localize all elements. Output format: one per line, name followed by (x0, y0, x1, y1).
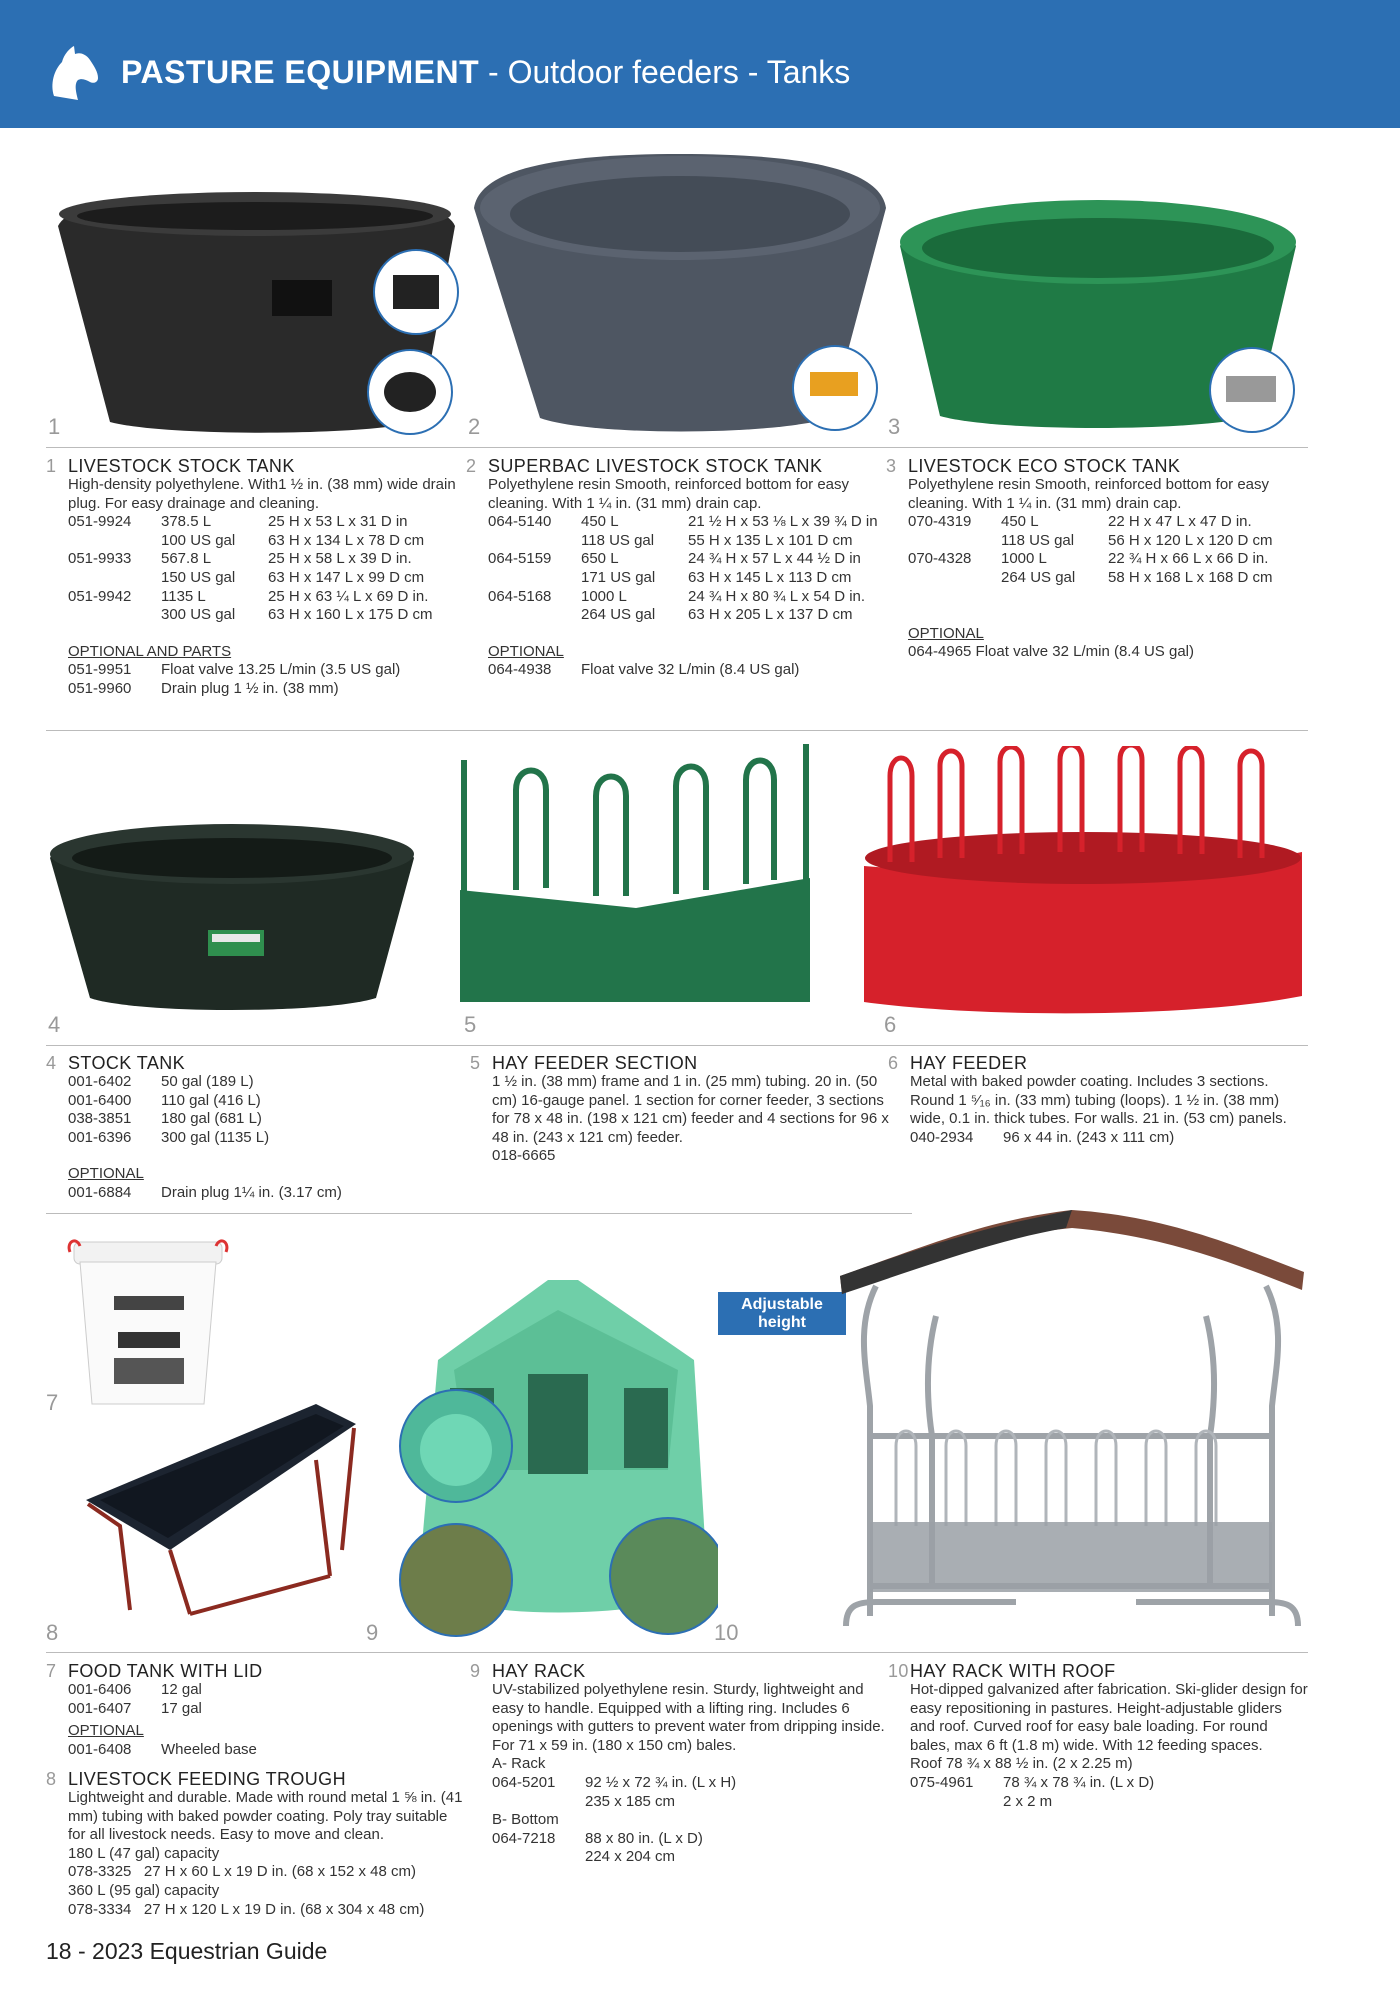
product-8-title: LIVESTOCK FEEDING TROUGH (68, 1769, 346, 1789)
adjustable-height-badge: Adjustable height (718, 1292, 846, 1335)
product-8-block: 8 LIVESTOCK FEEDING TROUGH Lightweight and durable. Made with round metal 1 ⅝ in. (41 mm) tubing with baked powder coating. Poly tray suitable for all livestock needs. Easy to move and clean. 180 L (47 gal) capacity 078-3325 27 H x 60 L x 19 D in. (68 x 152 x 48 cm) 360 L (95 gal) capacity 078-3334 27 H x 120 L x 19 D in. (68 x 304 x 48 cm) (46, 1769, 466, 1919)
product-10-block: 10 HAY RACK WITH ROOF Hot-dipped galvanized after fabrication. Ski-glider design for easy repositioning in pastures. Height-adjustable gliders and roof. Curved roof for easy bale loading. For round bales, max 6 ft (1.8 m) wide. With 12 feeding spaces. Roof 78 ¾ x 88 ½ in. (2 x 2.25 m) 075-4961 78 ¾ x 78 ¾ in. (L x D) 2 x 2 m (888, 1661, 1308, 1810)
product-2-title: SUPERBAC LIVESTOCK STOCK TANK (488, 456, 823, 476)
product-3-block: 3 LIVESTOCK ECO STOCK TANK Polyethylene resin Smooth, reinforced bottom for easy cleaning. With 1 ¼ in. (31 mm) drain cap. 070-4319 450 L 22 H x 47 L x 47 D in. 118 US gal 56 H x 120 L x 120 D cm 070-4328 1000 L 22 ¾ H x 66 L x 66 D in. 264 US gal 58 H x 168 L x 168 D cm OPTIONAL 064-4965 Float valve 32 L/min (8.4 US gal) (886, 456, 1306, 662)
optional-label: OPTIONAL (488, 642, 564, 660)
horse-head-icon (44, 44, 100, 104)
product-9-desc: UV-stabilized polyethylene resin. Sturdy, lightweight and easy to handle. Equipped with a lifting ring. Includes 6 openings with gutters to prevent water from dripping inside. For 71 x 59 in. (180 x 150 cm) bales. (492, 1681, 885, 1754)
divider (46, 1213, 912, 1214)
product-3-desc: Polyethylene resin Smooth, reinforced bottom for easy cleaning. With 1 ¼ in. (31 mm) drain cap. (908, 476, 1270, 512)
product-8-desc: Lightweight and durable. Made with round metal 1 ⅝ in. (41 mm) tubing with baked powder coating. Poly tray suitable for all livestock needs. Easy to move and clean. (68, 1789, 463, 1844)
product-5-code: 018-6665 (492, 1147, 556, 1165)
stock-tank-black-image (50, 180, 460, 440)
product-9-block: 9 HAY RACK UV-stabilized polyethylene resin. Sturdy, lightweight and easy to handle. Equipped with a lifting ring. Includes 6 openings with gutters to prevent water from dripping inside. For 71 x 59 in. (180 x 150 cm) bales. A- Rack 064-5201 92 ½ x 72 ¾ in. (L x H) 235 x 185 cm B- Bottom 064-7218 88 x 80 in. (L x D) 224 x 204 cm (470, 1661, 892, 1867)
image-number-3: 3 (888, 414, 901, 439)
product-5-title: HAY FEEDER SECTION (492, 1053, 698, 1073)
product-6-block: 6 HAY FEEDER Metal with baked powder coating. Includes 3 sections. Round 1 ⁵⁄₁₆ in. (33 mm) tubing (loops). 1 ½ in. (38 mm) wide, 0.1 in. thick tubes. For walls. 21 in. (53 cm) panels. 040-2934 96 x 44 in. (243 x 111 cm) (888, 1053, 1308, 1147)
image-number-1: 1 (48, 414, 61, 439)
product-6-title: HAY FEEDER (910, 1053, 1028, 1073)
product-5-block: 5 HAY FEEDER SECTION 1 ½ in. (38 mm) frame and 1 in. (25 mm) tubing. 20 in. (50 cm) 16-gauge panel. 1 section for corner feeder, 3 sections for 78 x 48 in. (198 x 121 cm) feeder and 4 sections for 96 x 48 in. (243 x 121 cm) feeder. 018-6665 (470, 1053, 892, 1166)
page-title: PASTURE EQUIPMENT - Outdoor feeders - Tanks (121, 54, 851, 90)
image-number-4: 4 (48, 1012, 61, 1037)
image-number-9: 9 (366, 1620, 379, 1645)
product-1-title: LIVESTOCK STOCK TANK (68, 456, 295, 476)
hay-feeder-section-image (456, 740, 814, 1018)
optional-label: OPTIONAL (908, 624, 984, 642)
product-5-desc: 1 ½ in. (38 mm) frame and 1 in. (25 mm) tubing. 20 in. (50 cm) 16-gauge panel. 1 section for corner feeder, 3 sections for 78 x 48 in. (198 x 121 cm) feeder and 4 sections for 96 x 48 in. (243 x 121 cm) feeder. (492, 1073, 889, 1146)
product-2-desc: Polyethylene resin Smooth, reinforced bottom for easy cleaning. With 1 ¼ in. (31 mm) drain cap. (488, 476, 850, 512)
product-10-desc: Hot-dipped galvanized after fabrication. Ski-glider design for easy repositioning in pastures. Height-adjustable gliders and roof. Curved roof for easy bale loading. For round bales, max 6 ft (1.8 m) wide. With 12 feeding spaces. (910, 1681, 1308, 1754)
page-footer: 18 - 2023 Equestrian Guide (46, 1938, 328, 1964)
product-7-title: FOOD TANK WITH LID (68, 1661, 263, 1681)
food-tank-with-lid-image (64, 1236, 232, 1416)
product-1-block: 1 LIVESTOCK STOCK TANK High-density polyethylene. With1 ½ in. (38 mm) wide drain plug. For easy drainage and cleaning. 051-9924 378.5 L 25 H x 53 L x 31 D in 100 US gal 63 H x 134 L x 78 D cm 051-9933 567.8 L 25 H x 58 L x 39 D in. 150 US gal 63 H x 147 L x 99 D cm 051-9942 1135 L 25 H x 63 ¼ L x 69 D in. 300 US gal 63 H x 160 L x 175 D cm OPTIONAL AND PARTS 051-9951 Float valve 13.25 L/min (3.5 US gal) 051-9960 Drain plug 1 ½ in. (38 mm) (46, 456, 466, 699)
stock-tank-oval-image (46, 818, 418, 1014)
image-number-8: 8 (46, 1620, 59, 1645)
optional-label: OPTIONAL (68, 1722, 144, 1740)
product-6-desc: Metal with baked powder coating. Includes 3 sections. Round 1 ⁵⁄₁₆ in. (33 mm) tubing (loops). 1 ½ in. (38 mm) wide, 0.1 in. thick tubes. For walls. 21 in. (53 cm) panels. (910, 1073, 1287, 1128)
product-4-block: 4 STOCK TANK 001-6402 50 gal (189 L) 001-6400 110 gal (416 L) 038-3851 180 gal (681 L) 001-6396 300 gal (1135 L) OPTIONAL 001-6884 Drain plug 1¼ in. (3.17 cm) (46, 1053, 466, 1203)
divider (46, 1045, 1308, 1046)
eco-stock-tank-image (896, 196, 1300, 436)
hay-rack-with-roof-image (836, 1206, 1308, 1648)
product-7-block: 7 FOOD TANK WITH LID 001-6406 12 gal 001-6407 17 gal OPTIONAL 001-6408 Wheeled base (46, 1661, 466, 1759)
image-number-7: 7 (46, 1390, 59, 1415)
divider (46, 447, 1308, 448)
product-2-block: 2 SUPERBAC LIVESTOCK STOCK TANK Polyethylene resin Smooth, reinforced bottom for easy cleaning. With 1 ¼ in. (31 mm) drain cap. 064-5140 450 L 21 ½ H x 53 ⅛ L x 39 ¾ D in 118 US gal 55 H x 135 L x 101 D cm 064-5159 650 L 24 ¾ H x 57 L x 44 ½ D in 171 US gal 63 H x 145 L x 113 D cm 064-5168 1000 L 24 ¾ H x 80 ¾ L x 54 D in. 264 US gal 63 H x 205 L x 137 D cm OPTIONAL 064-4938 Float valve 32 L/min (8.4 US gal) (466, 456, 886, 680)
product-10-title: HAY RACK WITH ROOF (910, 1661, 1116, 1681)
image-number-5: 5 (464, 1012, 477, 1037)
product-9-title: HAY RACK (492, 1661, 586, 1681)
image-number-2: 2 (468, 414, 481, 439)
optional-line: 064-4965 Float valve 32 L/min (8.4 US gal) (908, 643, 1194, 661)
superbac-tank-image (470, 148, 890, 438)
product-3-title: LIVESTOCK ECO STOCK TANK (908, 456, 1181, 476)
hay-rack-image (398, 1270, 718, 1640)
optional-label: OPTIONAL (68, 1165, 144, 1183)
product-4-title: STOCK TANK (68, 1053, 186, 1073)
image-number-10: 10 (714, 1620, 739, 1645)
divider (46, 730, 1308, 731)
divider (46, 1652, 1308, 1653)
optional-label: OPTIONAL AND PARTS (68, 642, 232, 660)
product-1-desc: High-density polyethylene. With1 ½ in. (38 mm) wide drain plug. For easy drainage and cleaning. (68, 476, 456, 512)
hay-feeder-red-image (860, 746, 1306, 1018)
livestock-feeding-trough-image (80, 1400, 360, 1620)
image-number-6: 6 (884, 1012, 897, 1037)
